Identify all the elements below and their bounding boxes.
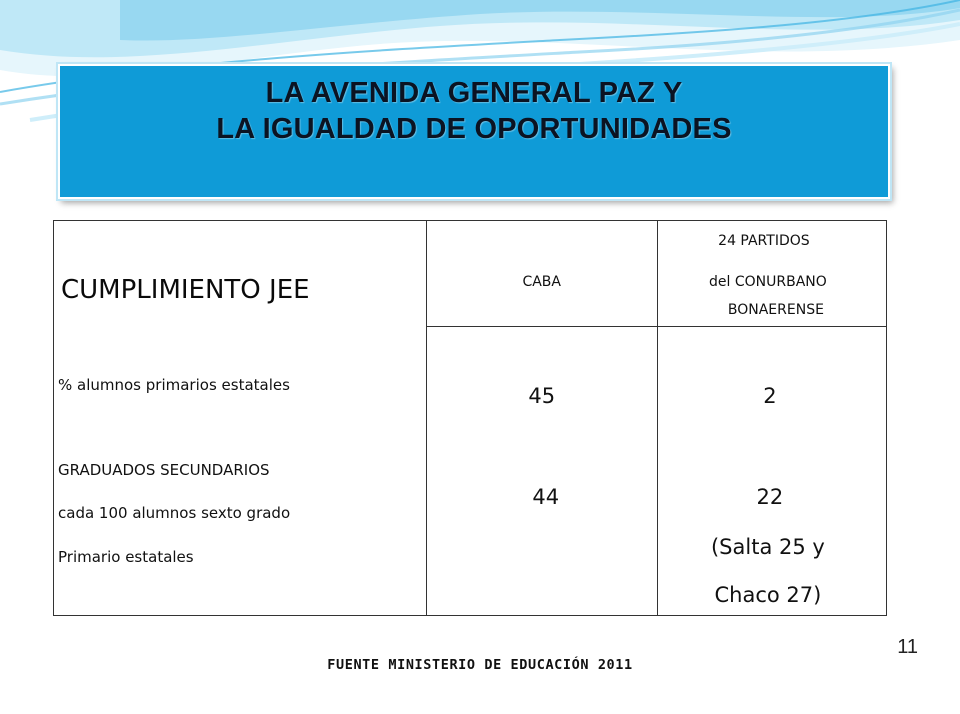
- table-header-row: [54, 221, 887, 327]
- header-conurbano-cell: [657, 221, 886, 327]
- row2-label-line2: cada 100 alumnos sexto grado: [58, 504, 291, 522]
- row2-note-line2: Chaco 27): [714, 583, 822, 607]
- page-number: 11: [897, 636, 918, 658]
- row1-conurbano-value: 2: [763, 384, 777, 408]
- conurbano-values-cell: [657, 327, 886, 616]
- row1-label: % alumnos primarios estatales: [58, 376, 290, 394]
- row2-caba-value: 44: [532, 485, 560, 509]
- row2-label-line3: Primario estatales: [58, 548, 194, 566]
- slide-title-line-2: LA IGUALDAD DE OPORTUNIDADES: [216, 113, 732, 145]
- row2-note-line1: (Salta 25 y: [710, 535, 825, 559]
- header-label: CUMPLIMIENTO JEE: [61, 275, 310, 305]
- source-footnote: FUENTE MINISTERIO DE EDUCACIÓN 2011: [327, 657, 633, 673]
- row-labels-cell: [54, 221, 427, 616]
- header-caba-cell: [426, 221, 657, 327]
- data-table: [53, 220, 887, 616]
- header-conurbano-line3: BONAERENSE: [727, 302, 824, 318]
- row1-caba-value: 45: [528, 384, 556, 408]
- header-conurbano-line2: del CONURBANO: [709, 274, 827, 290]
- header-conurbano-line1: 24 PARTIDOS: [718, 233, 810, 249]
- slide-title-line-1: LA AVENIDA GENERAL PAZ Y: [265, 77, 683, 109]
- caba-values-cell: [426, 327, 657, 616]
- row2-conurbano-value: 22: [756, 485, 784, 509]
- row2-label-line1: GRADUADOS SECUNDARIOS: [58, 461, 270, 479]
- header-caba: CABA: [522, 274, 561, 290]
- title-banner: [58, 64, 890, 199]
